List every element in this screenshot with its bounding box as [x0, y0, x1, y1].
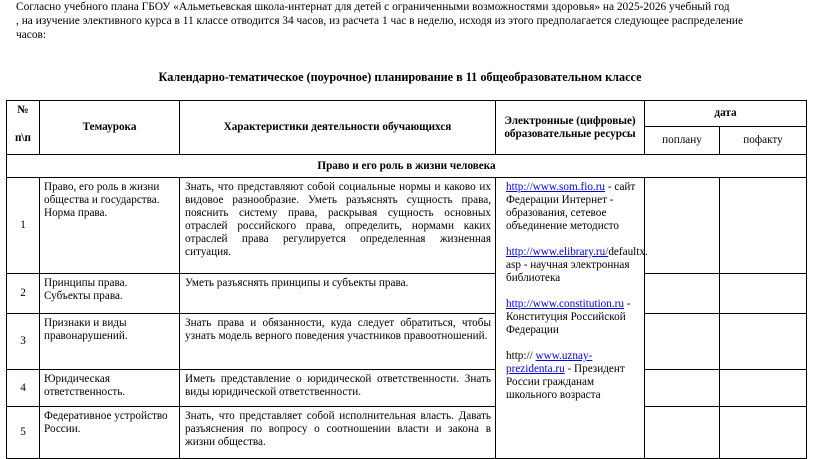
- row-activity: Знать права и обязанности, куда следует обратиться, чтобы узнать модель верного поведения участников правоотношений.: [180, 314, 496, 370]
- resource-2-rest: defaultx.: [608, 246, 648, 258]
- header-num-bottom: п\п: [14, 132, 31, 144]
- header-activity: Характеристики деятельности обучающихся: [180, 101, 496, 155]
- resource-3: [506, 298, 640, 337]
- intro-line-3: часов:: [16, 29, 47, 41]
- row-number: 3: [7, 314, 40, 370]
- intro-line-2: , на изучение элективного курса в 11 классе отводится 34 часов, из расчета 1 час в неделю, исходя из этого предполагается следующее распределение: [16, 15, 744, 27]
- row-topic: Право, его роль в жизни общества и государства. Норма права.: [40, 178, 180, 274]
- row-topic: Принципы права. Субъекты права.: [40, 274, 180, 314]
- resource-2: [506, 246, 648, 285]
- header-plan: поплану: [645, 127, 720, 155]
- row-fact-date: [720, 370, 807, 407]
- row-plan-date: [645, 178, 720, 274]
- resource-link-som[interactable]: http://www.som.fio.ru: [506, 181, 606, 193]
- header-date: дата: [645, 101, 807, 127]
- row-topic: Признаки и виды правонарушений.: [40, 314, 180, 370]
- row-fact-date: [720, 314, 807, 370]
- row-fact-date: [720, 407, 807, 459]
- resource-link-elibrary[interactable]: http://www.elibrary.ru/: [506, 246, 609, 258]
- section-title: Право и его роль в жизни человека: [7, 155, 807, 178]
- table-row: [7, 314, 807, 370]
- row-topic: Юридическая ответственность.: [40, 370, 180, 407]
- header-num: [7, 101, 40, 155]
- resource-2-text: asp - научная электронная библиотека: [506, 259, 630, 284]
- row-activity: Знать, что представляет собой исполнительная власть. Давать разъяснения по вопросу о соотношении власти и закона в жизни общества.: [180, 407, 496, 459]
- row-fact-date: [720, 178, 807, 274]
- header-resources: Электронные (цифровые) образовательные ресурсы: [496, 101, 645, 155]
- table-row: [7, 178, 807, 274]
- resource-4-prefix: http://: [506, 350, 536, 362]
- header-row-top: [7, 101, 807, 127]
- resource-4-text: - Президент России гражданам школьного возраста: [506, 363, 625, 401]
- row-plan-date: [645, 407, 720, 459]
- table-row: [7, 370, 807, 407]
- intro-text: [16, 0, 806, 42]
- resource-link-constitution[interactable]: http://www.constitution.ru: [506, 298, 624, 310]
- row-plan-date: [645, 370, 720, 407]
- table-row: [7, 407, 807, 459]
- row-topic: Федеративное устройство России.: [40, 407, 180, 459]
- resources-cell: [496, 178, 648, 459]
- row-activity: Уметь разъяснять принципы и субъекты права.: [180, 274, 496, 314]
- row-number: 2: [7, 274, 40, 314]
- resource-link-uznay-prezidenta[interactable]: www.uznay-prezidenta.ru: [506, 350, 593, 375]
- resource-1-text: - сайт Федерации Интернет - образования, сетевое объединение методисто: [506, 181, 636, 232]
- row-number: 4: [7, 370, 40, 407]
- resource-3-text: - Конституция Российской Федерации: [506, 298, 631, 336]
- header-fact: пофакту: [720, 127, 807, 155]
- table-row: [7, 274, 807, 314]
- intro-line-1: Согласно учебного плана ГБОУ «Альметьевская школа-интернат для детей с ограниченными возможностями здоровья» на 2025-2026 учебный год: [16, 1, 730, 13]
- row-number: 1: [7, 178, 40, 274]
- resource-4: [506, 350, 640, 402]
- planning-table: [6, 100, 807, 459]
- header-topic: Темаурока: [40, 101, 180, 155]
- row-activity: Знать, что представляют собой социальные нормы и каково их видовое разнообразие. Уметь разъяснять сущность права, пояснить систему права, раскрывая сущность основных отраслей российского права, определить, нормами каких отраслей права регулируется определенная жизненная ситуация.: [180, 178, 496, 274]
- row-plan-date: [645, 314, 720, 370]
- page-title: Календарно-тематическое (поурочное) планирование в 11 общеобразовательном классе: [158, 70, 642, 84]
- row-fact-date: [720, 274, 807, 314]
- resource-1: [506, 181, 640, 233]
- section-row: [7, 155, 807, 178]
- row-plan-date: [645, 274, 720, 314]
- row-activity: Иметь представление о юридической ответственности. Знать виды юридической ответственности.: [180, 370, 496, 407]
- row-number: 5: [7, 407, 40, 459]
- header-num-top: №: [17, 104, 29, 116]
